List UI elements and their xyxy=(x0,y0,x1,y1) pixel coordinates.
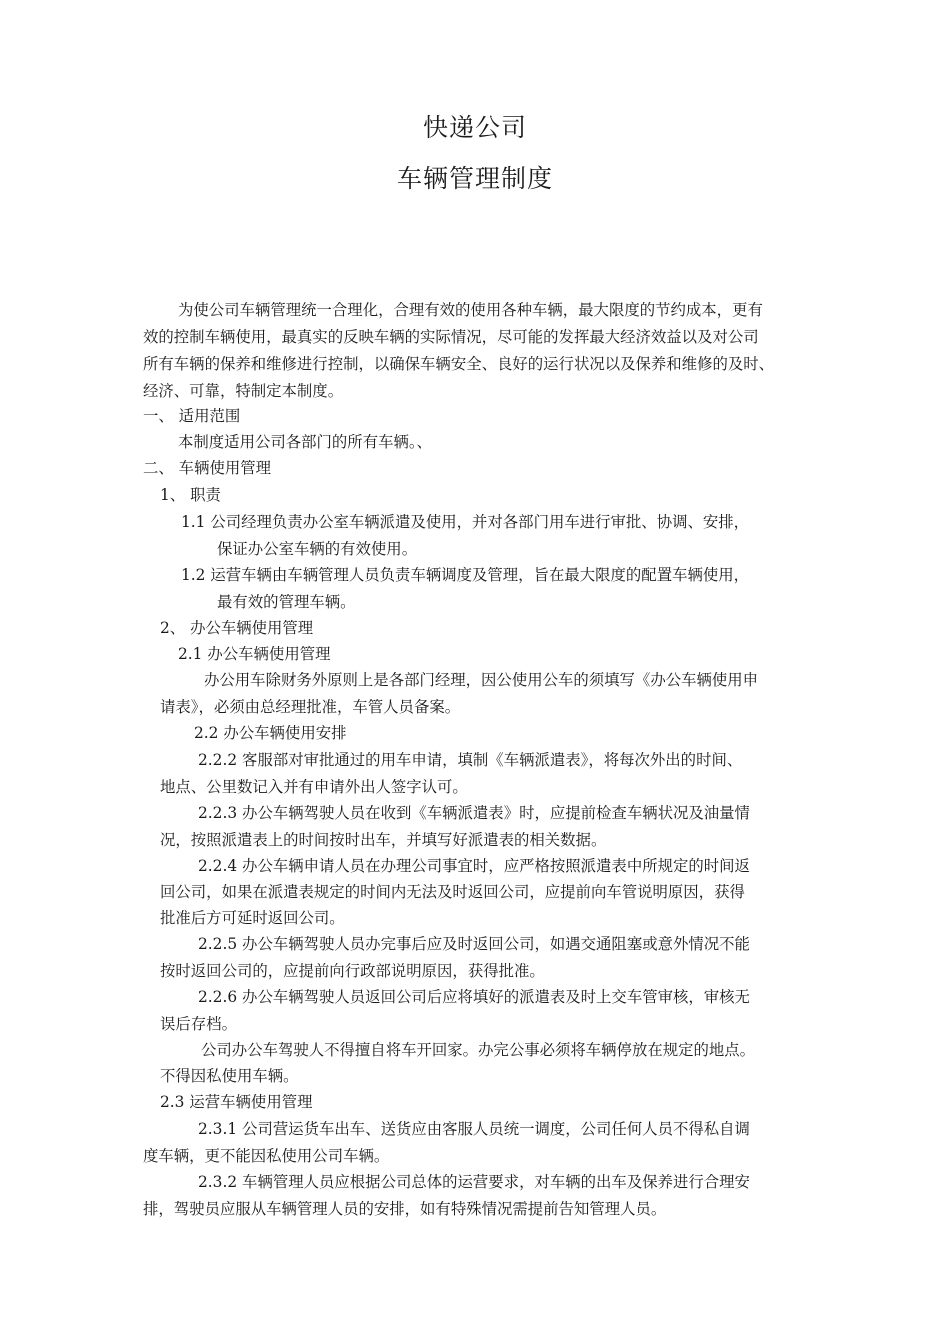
intro-line: 所有车辆的保养和维修进行控制，以确保车辆安全、良好的运行状况以及保养和维修的及时、 xyxy=(143,355,775,373)
paragraph-line: 办公用车除财务外原则上是各部门经理，因公使用公车的须填写《办公车辆使用申 xyxy=(204,671,759,689)
clause-line: 误后存档。 xyxy=(160,1015,237,1033)
clause-line: 按时返回公司的，应提前向行政部说明原因，获得批准。 xyxy=(160,962,545,980)
clause-line: 批准后方可延时返回公司。 xyxy=(160,909,345,927)
clause-line: 最有效的管理车辆。 xyxy=(217,593,356,611)
clause-line: 排，驾驶员应服从车辆管理人员的安排，如有特殊情况需提前告知管理人员。 xyxy=(143,1200,667,1218)
clause-line: 度车辆，更不能因私使用公司车辆。 xyxy=(143,1147,390,1165)
paragraph-line: 公司办公车驾驶人不得擅自将车开回家。办完公事必须将车辆停放在规定的地点。 xyxy=(201,1041,756,1059)
clause-line: 2.2.3 办公车辆驾驶人员在收到《车辆派遣表》时，应提前检查车辆状况及油量情 xyxy=(198,804,750,822)
clause-heading: 2.3 运营车辆使用管理 xyxy=(160,1093,313,1111)
subsection-heading: 2、 办公车辆使用管理 xyxy=(160,619,314,637)
clause-line: 2.3.2 车辆管理人员应根据公司总体的运营要求，对车辆的出车及保养进行合理安 xyxy=(198,1173,750,1191)
clause-line: 2.2.4 办公车辆申请人员在办理公司事宜时，应严格按照派遣表中所规定的时间返 xyxy=(198,857,750,875)
intro-line: 效的控制车辆使用，最真实的反映车辆的实际情况，尽可能的发挥最大经济效益以及对公司 xyxy=(143,328,759,346)
clause-line: 回公司，如果在派遣表规定的时间内无法及时返回公司，应提前向车管说明原因，获得 xyxy=(160,883,745,901)
clause-line: 1.1 公司经理负责办公室车辆派遣及使用，并对各部门用车进行审批、协调、安排， xyxy=(181,513,750,531)
clause-line: 地点、公里数记入并有申请外出人签字认可。 xyxy=(160,778,468,796)
section-heading: 一、 适用范围 xyxy=(143,407,241,425)
clause-line: 况，按照派遣表上的时间按时出车，并填写好派遣表的相关数据。 xyxy=(160,831,607,849)
intro-line: 经济、可靠，特制定本制度。 xyxy=(143,382,344,400)
document-title: 快递公司 xyxy=(422,113,527,142)
clause-heading: 2.1 办公车辆使用管理 xyxy=(178,645,331,663)
paragraph-line: 本制度适用公司各部门的所有车辆。、 xyxy=(178,433,432,451)
subsection-heading: 1、 职责 xyxy=(160,486,221,504)
intro-line: 为使公司车辆管理统一合理化，合理有效的使用各种车辆，最大限度的节约成本，更有 xyxy=(178,301,763,319)
clause-line: 2.2.6 办公车辆驾驶人员返回公司后应将填好的派遣表及时上交车管审核，审核无 xyxy=(198,988,750,1006)
document-subtitle: 车辆管理制度 xyxy=(396,164,553,193)
clause-line: 2.2.5 办公车辆驾驶人员办完事后应及时返回公司，如遇交通阻塞或意外情况不能 xyxy=(198,935,750,953)
paragraph-line: 不得因私使用车辆。 xyxy=(160,1067,299,1085)
clause-line: 保证办公室车辆的有效使用。 xyxy=(217,540,418,558)
clause-line: 1.2 运营车辆由车辆管理人员负责车辆调度及管理，旨在最大限度的配置车辆使用， xyxy=(181,566,750,584)
clause-line: 2.2.2 客服部对审批通过的用车申请，填制《车辆派遣表》，将每次外出的时间、 xyxy=(198,751,743,769)
paragraph-line: 请表》，必须由总经理批准，车管人员备案。 xyxy=(160,698,461,716)
clause-heading: 2.2 办公车辆使用安排 xyxy=(194,724,347,742)
section-heading: 二、 车辆使用管理 xyxy=(143,459,272,477)
clause-line: 2.3.1 公司营运货车出车、送货应由客服人员统一调度，公司任何人员不得私自调 xyxy=(198,1120,750,1138)
